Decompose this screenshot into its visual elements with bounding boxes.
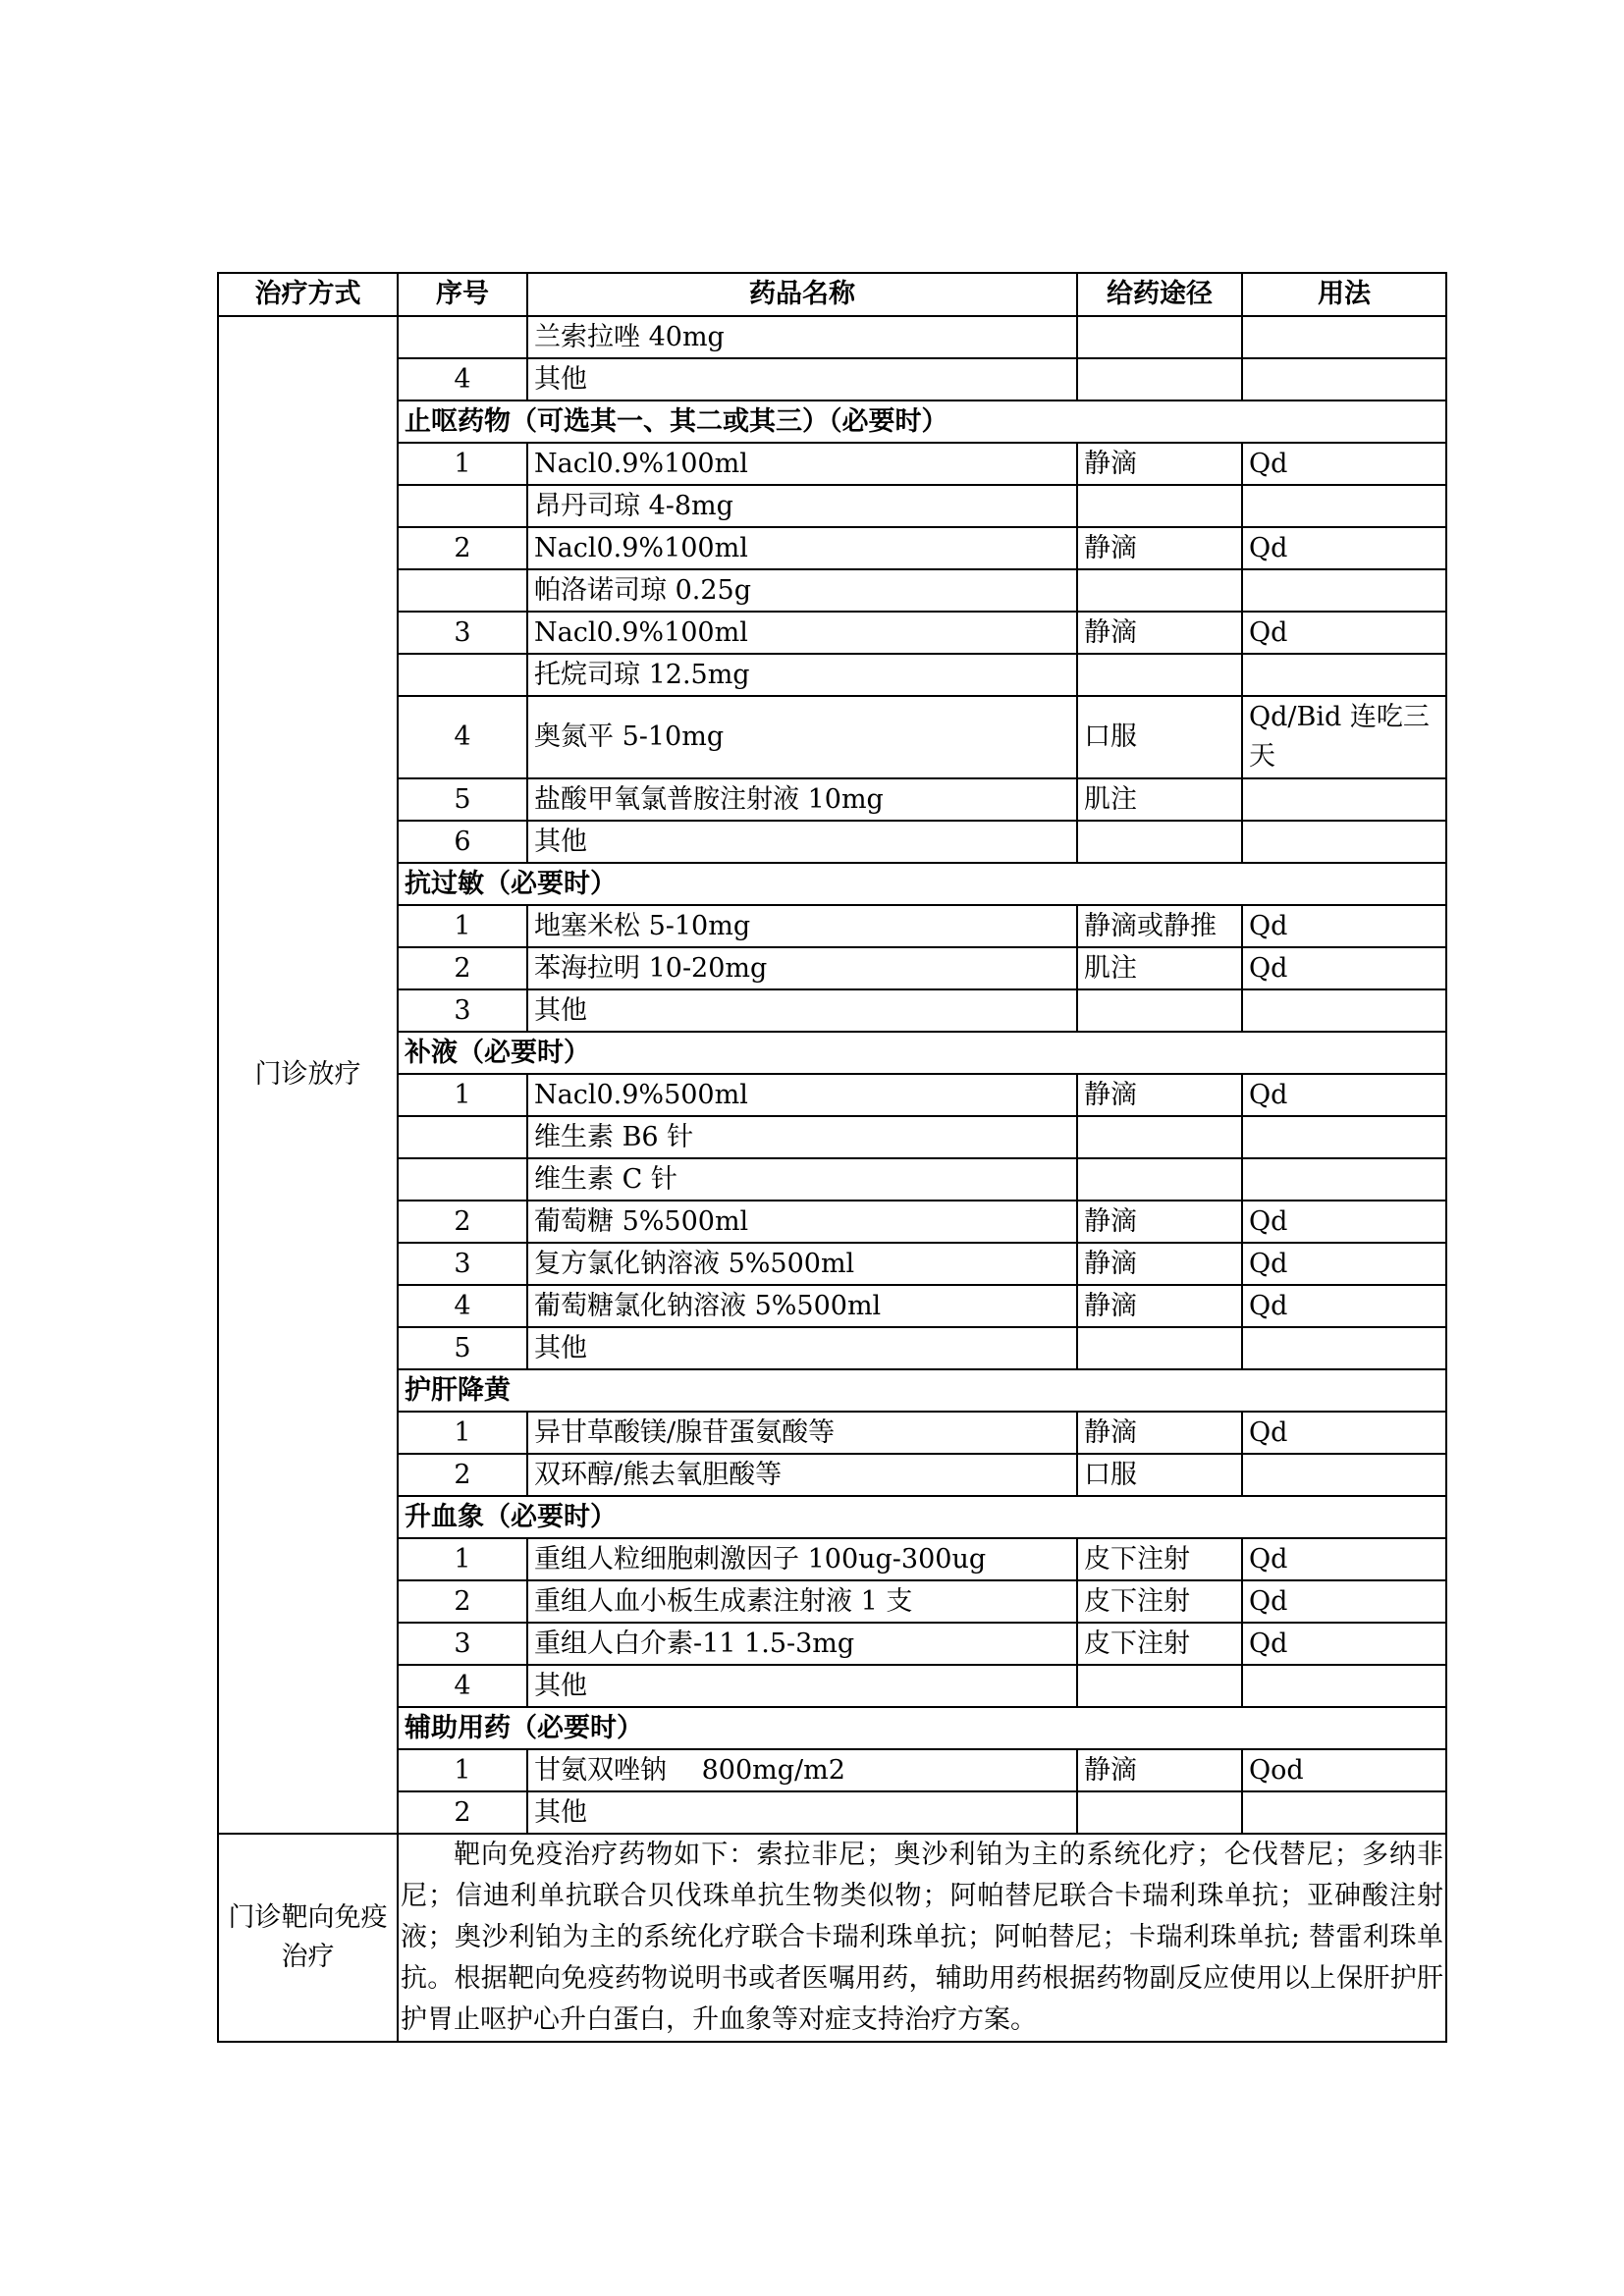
usage-cell bbox=[1242, 569, 1446, 612]
sequence-cell: 5 bbox=[398, 1327, 527, 1369]
sequence-cell: 4 bbox=[398, 696, 527, 778]
table-body bbox=[218, 316, 1446, 2042]
table-row bbox=[218, 612, 1446, 654]
sequence-cell: 3 bbox=[398, 989, 527, 1032]
drug-name-cell: 其他 bbox=[527, 1791, 1077, 1834]
section-header-row bbox=[218, 1707, 1446, 1749]
usage-cell: Qd bbox=[1242, 905, 1446, 947]
drug-name-cell: 地塞米松 5-10mg bbox=[527, 905, 1077, 947]
usage-cell: Qd bbox=[1242, 1580, 1446, 1623]
usage-cell: Qd bbox=[1242, 1623, 1446, 1665]
route-cell: 静滴 bbox=[1077, 527, 1242, 569]
drug-name-cell: 其他 bbox=[527, 821, 1077, 863]
usage-cell: Qd bbox=[1242, 947, 1446, 989]
route-cell: 静滴 bbox=[1077, 1074, 1242, 1116]
route-cell bbox=[1077, 1158, 1242, 1201]
usage-cell bbox=[1242, 358, 1446, 400]
drug-name-cell: Nacl0.9%500ml bbox=[527, 1074, 1077, 1116]
header-route: 给药途径 bbox=[1077, 273, 1242, 316]
route-cell bbox=[1077, 1327, 1242, 1369]
drug-name-cell: 异甘草酸镁/腺苷蛋氨酸等 bbox=[527, 1412, 1077, 1454]
drug-name-cell: 重组人血小板生成素注射液 1 支 bbox=[527, 1580, 1077, 1623]
sequence-cell: 3 bbox=[398, 1243, 527, 1285]
route-cell: 静滴 bbox=[1077, 1201, 1242, 1243]
drug-name-cell: 葡萄糖 5%500ml bbox=[527, 1201, 1077, 1243]
table-row bbox=[218, 1327, 1446, 1369]
usage-cell: Qd bbox=[1242, 1412, 1446, 1454]
drug-name-cell: 维生素 B6 针 bbox=[527, 1116, 1077, 1158]
usage-cell: Qd bbox=[1242, 1201, 1446, 1243]
table-row bbox=[218, 696, 1446, 778]
drug-name-cell: 其他 bbox=[527, 1665, 1077, 1707]
table-row bbox=[218, 821, 1446, 863]
drug-name-cell: 昂丹司琼 4-8mg bbox=[527, 485, 1077, 527]
route-cell: 静滴 bbox=[1077, 1243, 1242, 1285]
usage-cell: Qd bbox=[1242, 1538, 1446, 1580]
section-title: 补液（必要时） bbox=[398, 1032, 1446, 1074]
sequence-cell: 4 bbox=[398, 1285, 527, 1327]
table-row bbox=[218, 1623, 1446, 1665]
table-row bbox=[218, 654, 1446, 696]
header-treatment-mode: 治疗方式 bbox=[218, 273, 398, 316]
route-cell: 皮下注射 bbox=[1077, 1538, 1242, 1580]
drug-name-cell: Nacl0.9%100ml bbox=[527, 612, 1077, 654]
table-row bbox=[218, 316, 1446, 358]
sequence-cell: 4 bbox=[398, 358, 527, 400]
route-cell bbox=[1077, 1116, 1242, 1158]
section-title: 护肝降黄 bbox=[398, 1369, 1446, 1412]
sequence-cell bbox=[398, 316, 527, 358]
table-row bbox=[218, 443, 1446, 485]
sequence-cell bbox=[398, 1116, 527, 1158]
drug-name-cell: 重组人粒细胞刺激因子 100ug-300ug bbox=[527, 1538, 1077, 1580]
treatment-mode-cell: 门诊放疗 bbox=[218, 316, 398, 1834]
treatment-mode-cell: 门诊靶向免疫治疗 bbox=[218, 1834, 398, 2042]
sequence-cell: 5 bbox=[398, 778, 527, 821]
sequence-cell: 3 bbox=[398, 612, 527, 654]
table-row bbox=[218, 989, 1446, 1032]
route-cell bbox=[1077, 569, 1242, 612]
route-cell: 静滴 bbox=[1077, 1412, 1242, 1454]
table-row bbox=[218, 1243, 1446, 1285]
targeted-therapy-row bbox=[218, 1834, 1446, 2042]
route-cell: 口服 bbox=[1077, 696, 1242, 778]
sequence-cell: 2 bbox=[398, 1201, 527, 1243]
table-row bbox=[218, 1158, 1446, 1201]
usage-cell bbox=[1242, 778, 1446, 821]
usage-cell bbox=[1242, 989, 1446, 1032]
usage-cell bbox=[1242, 485, 1446, 527]
drug-name-cell: 盐酸甲氧氯普胺注射液 10mg bbox=[527, 778, 1077, 821]
route-cell bbox=[1077, 821, 1242, 863]
route-cell: 静滴 bbox=[1077, 443, 1242, 485]
table-row bbox=[218, 1074, 1446, 1116]
sequence-cell: 1 bbox=[398, 905, 527, 947]
table-row bbox=[218, 947, 1446, 989]
drug-name-cell: 兰索拉唑 40mg bbox=[527, 316, 1077, 358]
usage-cell: Qd bbox=[1242, 1074, 1446, 1116]
usage-cell bbox=[1242, 1454, 1446, 1496]
drug-name-cell: 维生素 C 针 bbox=[527, 1158, 1077, 1201]
section-header-row bbox=[218, 1369, 1446, 1412]
usage-cell: Qd bbox=[1242, 1243, 1446, 1285]
table-row bbox=[218, 1285, 1446, 1327]
table-row bbox=[218, 1665, 1446, 1707]
section-title: 辅助用药（必要时） bbox=[398, 1707, 1446, 1749]
table-row bbox=[218, 1454, 1446, 1496]
sequence-cell: 1 bbox=[398, 1749, 527, 1791]
drug-name-cell: 帕洛诺司琼 0.25g bbox=[527, 569, 1077, 612]
route-cell bbox=[1077, 316, 1242, 358]
table-header-row bbox=[218, 273, 1446, 316]
sequence-cell: 1 bbox=[398, 443, 527, 485]
sequence-cell: 4 bbox=[398, 1665, 527, 1707]
section-header-row bbox=[218, 863, 1446, 905]
route-cell bbox=[1077, 485, 1242, 527]
sequence-cell bbox=[398, 1158, 527, 1201]
route-cell: 皮下注射 bbox=[1077, 1580, 1242, 1623]
usage-cell bbox=[1242, 821, 1446, 863]
usage-cell bbox=[1242, 316, 1446, 358]
section-title: 止呕药物（可选其一、其二或其三）（必要时） bbox=[398, 400, 1446, 443]
usage-cell bbox=[1242, 1158, 1446, 1201]
usage-cell: Qod bbox=[1242, 1749, 1446, 1791]
drug-name-cell: 奥氮平 5-10mg bbox=[527, 696, 1077, 778]
sequence-cell: 3 bbox=[398, 1623, 527, 1665]
route-cell: 静滴或静推 bbox=[1077, 905, 1242, 947]
section-title: 抗过敏（必要时） bbox=[398, 863, 1446, 905]
drug-name-cell: 托烷司琼 12.5mg bbox=[527, 654, 1077, 696]
header-sequence: 序号 bbox=[398, 273, 527, 316]
usage-cell bbox=[1242, 1665, 1446, 1707]
sequence-cell: 2 bbox=[398, 1791, 527, 1834]
route-cell: 肌注 bbox=[1077, 778, 1242, 821]
drug-name-cell: 苯海拉明 10-20mg bbox=[527, 947, 1077, 989]
sequence-cell: 2 bbox=[398, 1580, 527, 1623]
section-header-row bbox=[218, 1496, 1446, 1538]
usage-cell bbox=[1242, 1791, 1446, 1834]
sequence-cell: 6 bbox=[398, 821, 527, 863]
route-cell bbox=[1077, 358, 1242, 400]
drug-name-cell: 重组人白介素-11 1.5-3mg bbox=[527, 1623, 1077, 1665]
route-cell bbox=[1077, 1791, 1242, 1834]
sequence-cell: 2 bbox=[398, 1454, 527, 1496]
sequence-cell: 1 bbox=[398, 1412, 527, 1454]
table-row bbox=[218, 1201, 1446, 1243]
drug-name-cell: Nacl0.9%100ml bbox=[527, 443, 1077, 485]
table-row bbox=[218, 905, 1446, 947]
usage-cell: Qd bbox=[1242, 1285, 1446, 1327]
table-row bbox=[218, 1538, 1446, 1580]
drug-name-cell: 其他 bbox=[527, 1327, 1077, 1369]
table-row bbox=[218, 1412, 1446, 1454]
usage-cell bbox=[1242, 1327, 1446, 1369]
table-row bbox=[218, 1749, 1446, 1791]
section-header-row bbox=[218, 400, 1446, 443]
table-row bbox=[218, 1116, 1446, 1158]
header-drug-name: 药品名称 bbox=[527, 273, 1077, 316]
drug-name-cell: 其他 bbox=[527, 358, 1077, 400]
table-row bbox=[218, 527, 1446, 569]
sequence-cell bbox=[398, 654, 527, 696]
table-row bbox=[218, 778, 1446, 821]
route-cell: 肌注 bbox=[1077, 947, 1242, 989]
table-row bbox=[218, 1580, 1446, 1623]
sequence-cell: 2 bbox=[398, 527, 527, 569]
drug-name-cell: 葡萄糖氯化钠溶液 5%500ml bbox=[527, 1285, 1077, 1327]
sequence-cell: 1 bbox=[398, 1538, 527, 1580]
route-cell: 静滴 bbox=[1077, 1285, 1242, 1327]
sequence-cell: 2 bbox=[398, 947, 527, 989]
drug-name-cell: 甘氨双唑钠 800mg/m2 bbox=[527, 1749, 1077, 1791]
drug-name-cell: Nacl0.9%100ml bbox=[527, 527, 1077, 569]
usage-cell bbox=[1242, 1116, 1446, 1158]
table-row bbox=[218, 485, 1446, 527]
medication-table bbox=[217, 272, 1447, 2043]
sequence-cell bbox=[398, 485, 527, 527]
usage-cell: Qd bbox=[1242, 443, 1446, 485]
table-row bbox=[218, 1791, 1446, 1834]
route-cell: 口服 bbox=[1077, 1454, 1242, 1496]
sequence-cell: 1 bbox=[398, 1074, 527, 1116]
usage-cell: Qd bbox=[1242, 612, 1446, 654]
header-usage: 用法 bbox=[1242, 273, 1446, 316]
route-cell bbox=[1077, 989, 1242, 1032]
route-cell: 皮下注射 bbox=[1077, 1623, 1242, 1665]
section-header-row bbox=[218, 1032, 1446, 1074]
route-cell bbox=[1077, 1665, 1242, 1707]
sequence-cell bbox=[398, 569, 527, 612]
table-row bbox=[218, 569, 1446, 612]
usage-cell bbox=[1242, 654, 1446, 696]
drug-name-cell: 其他 bbox=[527, 989, 1077, 1032]
route-cell bbox=[1077, 654, 1242, 696]
usage-cell: Qd/Bid 连吃三天 bbox=[1242, 696, 1446, 778]
section-title: 升血象（必要时） bbox=[398, 1496, 1446, 1538]
usage-cell: Qd bbox=[1242, 527, 1446, 569]
table-row bbox=[218, 358, 1446, 400]
route-cell: 静滴 bbox=[1077, 612, 1242, 654]
drug-name-cell: 复方氯化钠溶液 5%500ml bbox=[527, 1243, 1077, 1285]
drug-name-cell: 双环醇/熊去氧胆酸等 bbox=[527, 1454, 1077, 1496]
route-cell: 静滴 bbox=[1077, 1749, 1242, 1791]
targeted-therapy-description: 靶向免疫治疗药物如下：索拉非尼；奥沙利铂为主的系统化疗；仑伐替尼；多纳非尼；信迪利单抗联合贝伐珠单抗生物类似物；阿帕替尼联合卡瑞利珠单抗；亚砷酸注射液；奥沙利铂为主的系统化疗联合卡瑞利珠单抗；阿帕替尼；卡瑞利珠单抗; 替雷利珠单抗。根据靶向免疫药物说明书或者医嘱用药，辅助用药根据药物副反应使用以上保肝护肝护胃止呕护心升白蛋白，升血象等对症支持治疗方案。 bbox=[398, 1834, 1446, 2042]
